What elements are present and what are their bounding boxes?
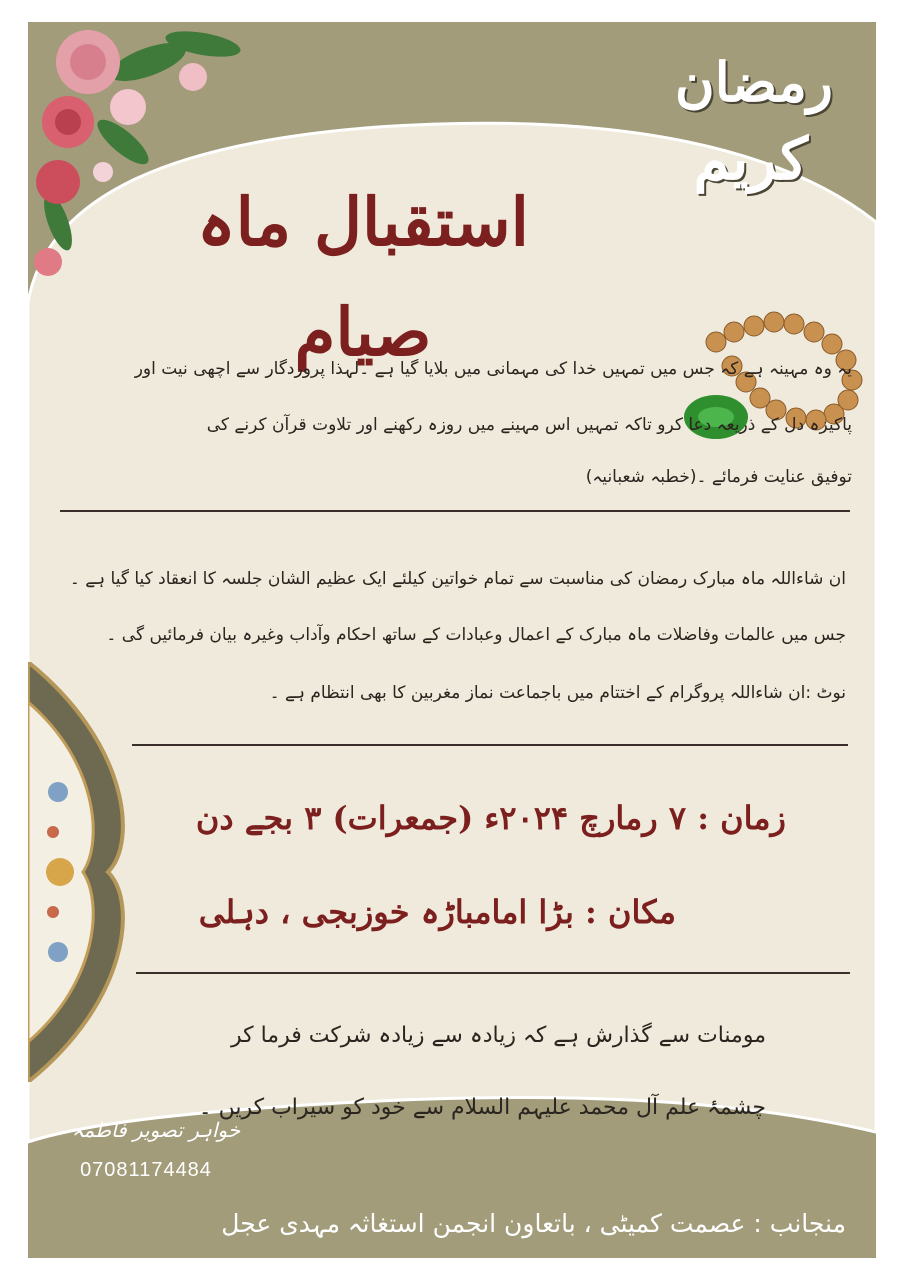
divider-1 (60, 510, 850, 512)
quote-line-2: پاکیزہ دل کے ذریعہ دعا کرو تاکہ تمہیں اس مہینے میں روزہ رکھنے اور تلاوت قرآن کرنے کی (206, 415, 852, 435)
logo-line-2: کریم (693, 125, 808, 193)
event-place: مکان : بڑا امامباڑہ خوزبجی ، دہلی (198, 893, 676, 931)
contact-phone[interactable]: 07081174484 (80, 1159, 212, 1181)
invitation-line-1: مومنات سے گذارش ہے کہ زیادہ سے زیادہ شرکت فرما کر (230, 1023, 766, 1048)
logo-line-1: رمضان (675, 50, 833, 114)
invitation-line-2: چشمۂ علم آل محمد علیہم السلام سے خود کو سیراب کریں ۔ (198, 1095, 766, 1120)
organizers: منجانب : عصمت کمیٹی ، باتعاون انجمن استغاثہ مہدی عجل (221, 1209, 846, 1238)
announcement-line-3: نوٹ :ان شاءاللہ پروگرام کے اختتام میں باجماعت نماز مغربین کا بھی انتظام ہے ۔ (269, 683, 846, 703)
ramadan-kareem-logo (648, 32, 868, 232)
page-title: استقبال ماہ صیام (196, 183, 530, 371)
poster-frame (28, 22, 876, 1258)
divider-3 (136, 972, 850, 974)
announcement-line-1: ان شاءاللہ ماہ مبارک رمضان کی مناسبت سے تمام خواتین کیلئے ایک عظیم الشان جلسہ کا انعقاد کیا گیا ہے ۔ (69, 569, 846, 589)
ornament-decoration (28, 662, 148, 1082)
quote-line-3: توفیق عنایت فرمائے ۔(خطبہ شعبانیہ) (585, 467, 852, 487)
event-time: زمان : ۷ رمارچ ۲۰۲۴ء (جمعرات) ۳ بجے دن (195, 799, 786, 837)
contact-name: خواہر تصویر فاطمہ (71, 1118, 241, 1142)
quote-line-1: یہ وہ مہینہ ہے کہ جس میں تمہیں خدا کی مہمانی میں بلایا گیا ہے ۔لہذا پروردگار سے اچھی نیت اور (134, 359, 852, 379)
divider-2 (132, 744, 848, 746)
announcement-line-2: جس میں عالمات وفاضلات ماہ مبارک کے اعمال وعبادات کے ساتھ احکام وآداب وغیرہ بیان فرمائیں گی ۔ (106, 625, 846, 645)
